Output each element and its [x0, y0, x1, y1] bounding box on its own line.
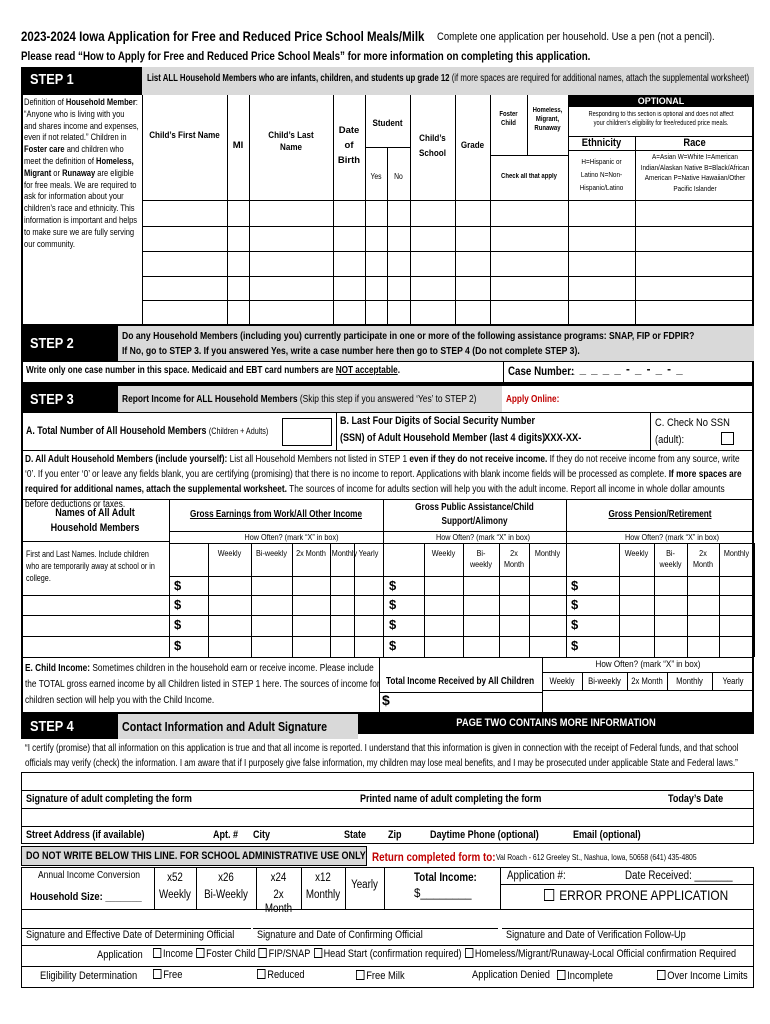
household-size: Household Size: _______ — [30, 891, 142, 903]
col-date-of-birth: Date of Birth — [337, 125, 361, 166]
error-prone — [544, 887, 728, 903]
freq-header-2: 2x Month — [503, 548, 525, 569]
sig-verification: Signature and Date of Verification Follow-Up — [506, 929, 686, 941]
application-option-checkbox[interactable] — [259, 948, 267, 958]
ethnicity-codes: H=Hispanic or Latino N=Non-Hispanic/Latino — [579, 157, 624, 192]
application-label: Application — [97, 949, 143, 961]
freq-header-1: Bi-weekly — [256, 548, 287, 558]
income-amount-input[interactable] — [401, 616, 421, 634]
how-often-pub: How Often? (mark “X” in box) — [436, 532, 530, 542]
conv-multiplier: x12 — [315, 872, 331, 884]
sig-confirming: Signature and Date of Confirming Official — [257, 929, 423, 941]
application-option[interactable] — [153, 948, 193, 960]
col-student: Student — [372, 118, 403, 129]
freq-header-3: Monthly — [534, 548, 561, 558]
application-option-label: FIP/SNAP — [268, 948, 311, 960]
title-main: 2023-2024 Iowa Application for Free and Reduced Price School Meals/Milk — [21, 28, 425, 44]
col-student-yes: Yes — [370, 172, 382, 181]
case-number-label: Case Number: — [508, 366, 575, 378]
child-freq-0: Weekly — [549, 676, 575, 686]
adult-name-input[interactable] — [22, 577, 168, 595]
elig-free[interactable] — [153, 969, 182, 981]
income-amount-input[interactable] — [186, 596, 206, 614]
application-option-checkbox[interactable] — [153, 948, 161, 958]
application-option[interactable] — [314, 948, 462, 960]
step3-header-note: (Skip this step if you answered ‘Yes’ to STEP 2) — [299, 393, 477, 405]
income-amount-input[interactable] — [583, 637, 603, 655]
household-definition — [24, 97, 139, 250]
income-dollar: $ — [389, 617, 397, 632]
error-prone-label: ERROR PRONE APPLICATION — [559, 887, 729, 903]
freq-header-2: 2x Month — [296, 548, 326, 558]
gross-public-assistance-header: Gross Public Assistance/Child Support/Alimony — [415, 502, 534, 527]
d-text-a: D. All Adult Household Members (include yourself): — [25, 454, 228, 465]
todays-date-label: Today’s Date — [668, 793, 724, 805]
income-dollar: $ — [571, 597, 579, 612]
step2-label: STEP 2 — [30, 335, 74, 352]
certification-statement: “I certify (promise) that all information on this application is true and that all income is reported. I understand that this information is given in connection with the receipt of Federal funds, and that school officials may verify (check) the information. I am aware that if I purposely give false information, my children may lose meal benefits, and I may be prosecuted under applicable State and Federal laws.” — [25, 743, 739, 769]
optional-note: Responding to this section is optional and does not affect your children’s eligibility for free/reduced price meals. — [588, 111, 734, 127]
total-members-note: (Children + Adults) — [208, 426, 269, 436]
conv-period: 2x Month — [264, 889, 293, 915]
error-prone-checkbox[interactable] — [544, 889, 554, 901]
income-dollar: $ — [174, 597, 182, 612]
income-dollar: $ — [571, 617, 579, 632]
free-checkbox[interactable] — [153, 969, 162, 979]
free-milk-checkbox[interactable] — [356, 970, 365, 980]
sig-determining: Signature and Effective Date of Determining Official — [26, 929, 235, 941]
title-sub: Complete one application per household. Use a pen (not a pencil). — [437, 31, 715, 43]
freq-header-0: Weekly — [624, 548, 649, 558]
child-first-name-input[interactable] — [143, 252, 227, 276]
income-amount-input[interactable] — [583, 596, 603, 614]
definition-segment: Definition of — [24, 97, 66, 107]
return-address: Val Roach - 612 Greeley St., Nashua, Iowa, 50658 (641) 435-4805 — [496, 852, 697, 862]
adult-name-input[interactable] — [22, 637, 168, 655]
income-dollar: $ — [174, 638, 182, 653]
denied-incomplete[interactable] — [557, 970, 613, 982]
total-members — [26, 425, 268, 437]
definition-segment: are eligible for free meals. We are required to ask for information about your children’s race and ethnicity. This information is important and helps to make sure we are fully serving our community. — [24, 167, 138, 249]
conv-multiplier: x26 — [218, 872, 234, 884]
annual-income-conversion: Annual Income Conversion — [37, 870, 141, 881]
col-race: Race — [683, 137, 706, 149]
gross-earnings-header: Gross Earnings from Work/All Other Income — [189, 509, 363, 520]
income-amount-input[interactable] — [186, 616, 206, 634]
child-freq-box[interactable] — [584, 692, 625, 712]
application-options — [153, 948, 739, 960]
application-option-label: Head Start (confirmation required) — [323, 948, 462, 960]
case-note-b: NOT acceptable — [335, 365, 398, 376]
child-freq-box[interactable] — [714, 692, 752, 712]
eligibility-label: Eligibility Determination — [40, 970, 138, 982]
adult-members-instructions — [25, 452, 747, 512]
signature-label: Signature of adult completing the form — [26, 793, 192, 805]
total-income-input[interactable]: $________ — [414, 888, 472, 900]
col-grade: Grade — [460, 140, 485, 151]
definition-segment: Foster care — [24, 144, 65, 155]
child-freq-box[interactable] — [629, 692, 665, 712]
freq-header-1: Bi-weekly — [469, 548, 493, 569]
application-denied: Application Denied — [472, 969, 550, 981]
col-homeless: Homeless, Migrant, Runaway — [532, 107, 563, 132]
adult-name-input[interactable] — [22, 616, 168, 634]
case-number-input[interactable]: _ _ _ _ _ - _ - _ - _ — [568, 364, 684, 376]
conv-multiplier: x52 — [167, 872, 183, 884]
income-dollar: $ — [174, 578, 182, 593]
child-first-name-input[interactable] — [143, 201, 227, 226]
col-foster-child: Foster Child — [499, 111, 518, 127]
child-how-often: How Often? (mark “X” in box) — [595, 659, 701, 670]
total-income-label: Total Income: — [414, 872, 477, 884]
income-amount-input[interactable] — [401, 637, 421, 655]
application-option[interactable] — [259, 948, 311, 960]
income-dollar: $ — [571, 578, 579, 593]
adult-name-input[interactable] — [22, 596, 168, 614]
elig-reduced[interactable] — [257, 969, 305, 981]
adult-names-note: First and Last Names. Include children who are temporarily away at school or in college. — [26, 549, 155, 583]
freq-header-2: 2x Month — [692, 548, 714, 569]
step2-instruction: If No, go to STEP 3. If you answered Yes, write a case number here then go to STEP 4 (Do not complete STEP 3). — [122, 345, 580, 357]
case-number-note — [26, 365, 400, 376]
conv-yearly: Yearly — [351, 879, 378, 891]
no-ssn-label: C. Check No SSN (adult): — [655, 417, 730, 446]
step3-label: STEP 3 — [30, 391, 74, 408]
income-dollar: $ — [571, 638, 579, 653]
free-label: Free — [163, 969, 183, 981]
optional-label: OPTIONAL — [637, 96, 685, 106]
col-child-last-name: Child’s Last Name — [268, 130, 314, 153]
child-freq-3: Monthly — [676, 676, 703, 686]
child-income-label: E. Child Income: — [25, 663, 91, 674]
income-dollar: $ — [174, 617, 182, 632]
step1-header-text: List ALL Household Members who are infants, children, and students up grade 12 — [147, 73, 450, 84]
definition-segment: : “Anyone who is living with you and shares income and expenses, even if not related.” Children in — [24, 97, 139, 143]
step1-label: STEP 1 — [30, 71, 74, 88]
d-text-d: If they do not receive income from any source, write ‘0’. If you enter ‘0’ or leave any fields blank, you are certifying (promising) that there is no income to report. Applications with blank income fields will be processed as complete. — [25, 454, 740, 480]
d-text-c: even if they do not receive income. — [409, 454, 548, 465]
application-option-label: Homeless/Migrant/Runaway-Local Official confirmation Required — [474, 948, 737, 960]
conv-multiplier: x24 — [270, 872, 287, 884]
title-read: Please read “How to Apply for Free and Reduced Price School Meals” for more information on completing this application. — [21, 51, 591, 63]
application-option-label: Foster Child — [206, 948, 256, 960]
how-often-earn: How Often? (mark “X” in box) — [244, 532, 339, 542]
col-mi: MI — [232, 140, 244, 151]
step4-header: Contact Information and Adult Signature — [122, 719, 328, 734]
over-limits-checkbox[interactable] — [657, 970, 666, 980]
application-option[interactable] — [196, 948, 255, 960]
check-all-note: Check all that apply — [501, 173, 557, 180]
total-child-income-label: Total Income Received by All Children — [386, 676, 535, 687]
reduced-label: Reduced — [267, 969, 305, 981]
definition-segment: Homeless, Migrant — [24, 155, 134, 178]
application-option[interactable] — [465, 948, 736, 960]
child-freq-2: 2x Month — [631, 676, 663, 686]
income-dollar: $ — [389, 578, 397, 593]
definition-segment: or — [51, 167, 63, 178]
email-label: Email (optional) — [573, 829, 641, 841]
freq-header-0: Weekly — [217, 548, 242, 558]
admin-only-notice: DO NOT WRITE BELOW THIS LINE. FOR SCHOOL ADMINISTRATIVE USE ONLY — [26, 850, 366, 862]
step3-header — [122, 393, 476, 405]
race-codes: A=Asian W=White I=American Indian/Alaskan Native B=Black/African American P=Native Hawaiian/Other Pacific Islander — [640, 152, 750, 193]
freq-header-0: Weekly — [431, 548, 456, 558]
d-text-e: If more spaces are required for additional names, attach the supplemental worksheet. — [25, 469, 742, 495]
income-amount-input[interactable] — [401, 596, 421, 614]
child-income-text — [25, 661, 382, 709]
application-option-checkbox[interactable] — [196, 948, 204, 958]
income-amount-input[interactable] — [401, 577, 421, 595]
conv-period: Monthly — [305, 889, 341, 901]
freq-header-4: Yearly — [358, 548, 379, 558]
child-income-desc: Sometimes children in the household earn or receive income. Please include the TOTAL gross earned income by all Children listed in STEP 1 here. The sources of income for children section will help you with the Child Income. — [25, 663, 380, 706]
page-two-notice: PAGE TWO CONTAINS MORE INFORMATION — [456, 717, 656, 729]
over-limits-label: Over Income Limits — [667, 970, 748, 982]
definition-segment: and children who meet the definition of — [24, 144, 124, 166]
child-freq-box[interactable] — [669, 692, 710, 712]
ssn-label-2: (SSN) of Adult Household Member (last 4 digits) — [340, 432, 546, 444]
case-note-c: . — [397, 365, 400, 376]
child-freq-4: Yearly — [722, 676, 744, 686]
free-milk-label: Free Milk — [366, 970, 405, 982]
application-number: Application #: — [507, 870, 566, 882]
signature-input[interactable] — [22, 773, 752, 790]
ssn-label: B. Last Four Digits of Social Security Number — [340, 415, 535, 427]
incomplete-label: Incomplete — [567, 970, 613, 982]
application-option-checkbox[interactable] — [314, 948, 322, 958]
step4-label: STEP 4 — [30, 718, 74, 735]
d-text-b: List all Household Members not listed in STEP 1 — [227, 454, 410, 465]
address-input[interactable] — [22, 809, 752, 826]
no-ssn-checkbox[interactable] — [721, 432, 734, 445]
income-amount-input[interactable] — [186, 577, 206, 595]
total-child-income-dollar: $ — [382, 692, 390, 708]
incomplete-checkbox[interactable] — [557, 970, 566, 980]
step1-header — [147, 73, 749, 84]
total-child-income-input[interactable] — [395, 693, 540, 713]
child-first-name-input[interactable] — [143, 227, 227, 251]
gross-pension-header: Gross Pension/Retirement — [608, 509, 712, 520]
conv-period: Bi-Weekly — [204, 889, 248, 901]
freq-header-1: Bi-weekly — [659, 548, 682, 569]
elig-free-milk[interactable] — [356, 970, 405, 982]
total-members-label: A. Total Number of All Household Members — [26, 425, 207, 437]
phone-label: Daytime Phone (optional) — [430, 829, 539, 841]
d-text-f: The sources of income for adults section will help you with the adult income. Report all income in whole dollar amounts before deductions or taxes. — [25, 484, 725, 510]
col-student-no: No — [394, 172, 403, 181]
income-amount-input[interactable] — [583, 577, 603, 595]
zip-label: Zip — [388, 829, 402, 841]
total-members-input[interactable] — [282, 418, 332, 446]
ssn-input[interactable]: XXX-XX- — [544, 432, 582, 444]
income-dollar: $ — [389, 597, 397, 612]
how-often-pen: How Often? (mark “X” in box) — [625, 532, 719, 542]
step1-header-note: (if more spaces are required for additional names, attach the supplemental worksheet) — [451, 73, 750, 84]
state-label: State — [344, 829, 367, 841]
application-option-checkbox[interactable] — [465, 948, 473, 958]
freq-header-3: Monthly — [723, 548, 750, 558]
child-first-name-input[interactable] — [143, 277, 227, 300]
return-label: Return completed form to: — [372, 850, 496, 864]
col-child-school: Child’s School — [419, 133, 446, 159]
definition-segment: Runaway — [62, 167, 96, 178]
date-received: Date Received: _______ — [625, 870, 733, 882]
denied-over-limits[interactable] — [657, 970, 748, 982]
reduced-checkbox[interactable] — [257, 969, 266, 979]
child-first-name-input[interactable] — [143, 301, 227, 325]
step3-header-text: Report Income for ALL Household Members — [122, 393, 298, 405]
city-label: City — [253, 829, 271, 841]
definition-segment: Household Member — [65, 97, 136, 107]
apt-label: Apt. # — [213, 829, 239, 841]
child-freq-box[interactable] — [544, 692, 580, 712]
col-ethnicity: Ethnicity — [581, 137, 622, 149]
col-child-first-name: Child’s First Name — [149, 130, 220, 141]
printed-name-label: Printed name of adult completing the form — [360, 793, 542, 805]
adult-names-header: Names of All Adult Household Members — [50, 507, 140, 534]
income-amount-input[interactable] — [186, 637, 206, 655]
child-freq-1: Bi-weekly — [588, 676, 621, 686]
application-option-label: Income — [162, 948, 193, 960]
freq-header-3: Monthly — [331, 548, 358, 558]
income-amount-input[interactable] — [583, 616, 603, 634]
income-dollar: $ — [389, 638, 397, 653]
case-note-a: Write only one case number in this space. Medicaid and EBT card numbers are — [26, 365, 336, 376]
street-label: Street Address (if available) — [26, 829, 145, 841]
step2-question: Do any Household Members (including you) currently participate in one or more of the following assistance programs: SNAP, FIP or FDPIR? — [122, 330, 695, 342]
conv-period: Weekly — [159, 889, 191, 901]
apply-online[interactable]: Apply Online: — [506, 394, 560, 405]
